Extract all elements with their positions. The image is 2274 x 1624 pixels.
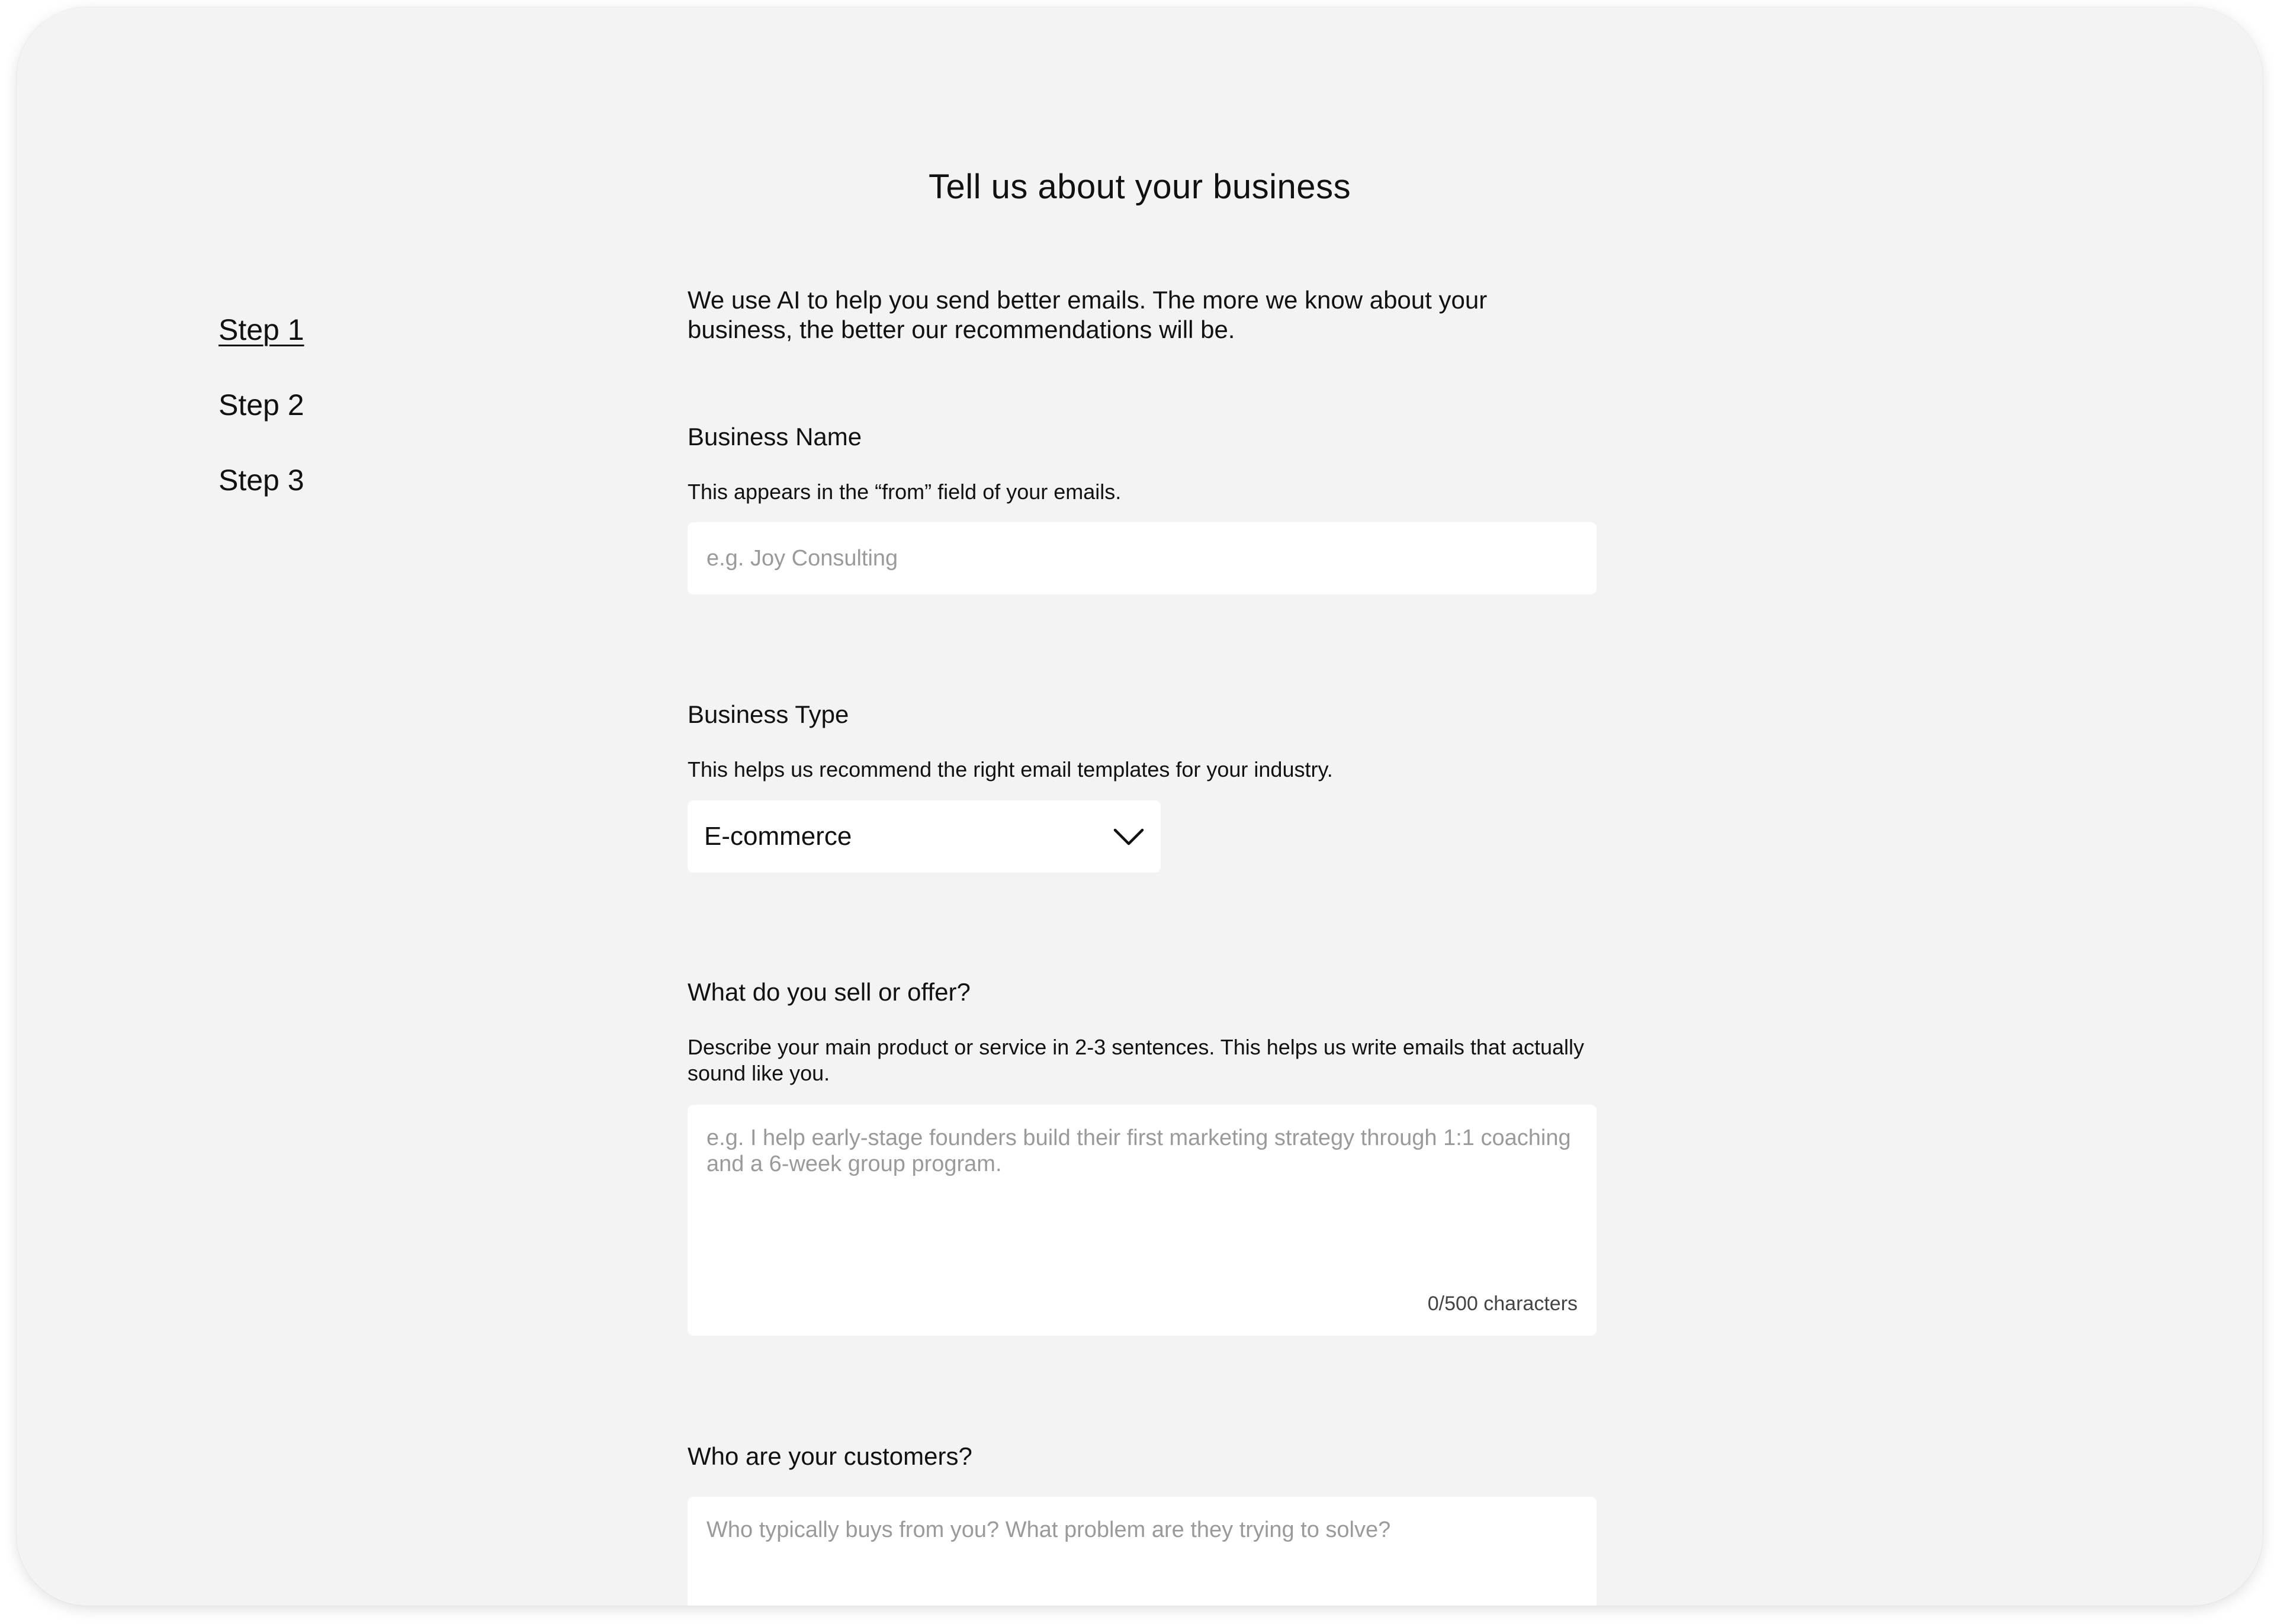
business-name-input[interactable] <box>688 522 1597 594</box>
step-label: Step 1 <box>219 313 304 346</box>
business-type-select[interactable] <box>688 800 1161 873</box>
intro-text: We use AI to help you send better emails. The more we know about your business, the better our recommendations will be. <box>688 286 1488 343</box>
step-2-link[interactable] <box>219 387 304 462</box>
business-type-help: This helps us recommend the right email templates for your industry. <box>688 757 1333 782</box>
customers-textarea[interactable] <box>688 1497 1597 1606</box>
step-label: Step 2 <box>219 388 304 422</box>
app-window <box>17 7 2263 1606</box>
offer-textarea-container <box>688 1105 1597 1336</box>
chevron-down-icon <box>1113 828 1144 845</box>
business-type-label: Business Type <box>688 700 849 728</box>
business-type-selected: E-commerce <box>704 822 852 851</box>
step-label: Step 3 <box>219 464 304 497</box>
offer-help: Describe your main product or service in 2-3 sentences. This helps us write emails that actually sound like you. <box>688 1035 1585 1085</box>
character-counter: 0/500 characters <box>1427 1292 1578 1315</box>
step-navigation <box>219 312 304 538</box>
customers-label: Who are your customers? <box>688 1442 972 1470</box>
business-form <box>688 285 1597 1470</box>
business-name-help: This appears in the “from” field of your emails. <box>688 480 1122 504</box>
offer-label: What do you sell or offer? <box>688 978 971 1006</box>
step-1-link[interactable] <box>219 312 304 387</box>
customers-textarea-container <box>688 1497 1597 1606</box>
step-3-link[interactable] <box>219 462 304 538</box>
business-name-label: Business Name <box>688 423 862 451</box>
page-title: Tell us about your business <box>928 168 1351 206</box>
